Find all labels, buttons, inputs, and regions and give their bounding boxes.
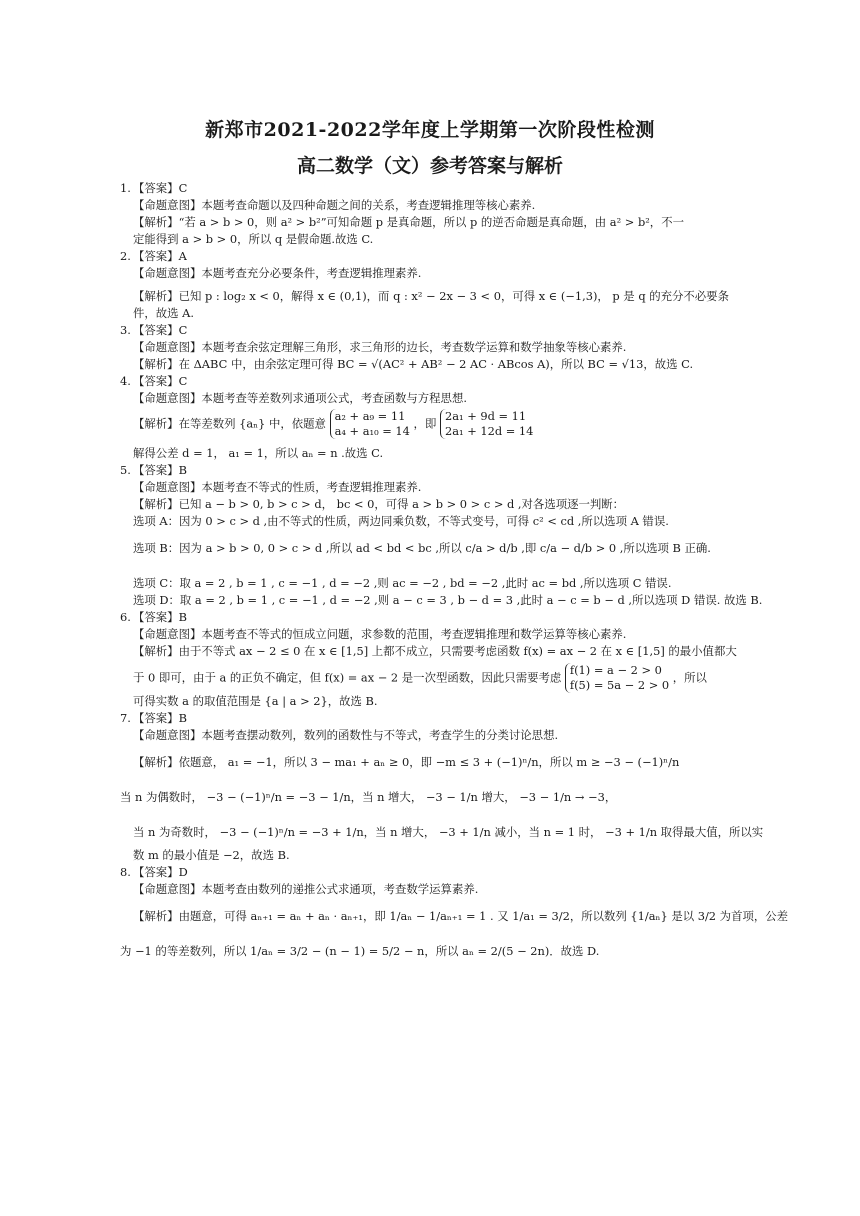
analysis-line: 选项 C：取 a = 2 , b = 1 , c = −1 , d = −2 ,则 ac = −2 , bd = −2 ,此时 ac = bd ,所以选项 C 错误. xyxy=(133,576,672,590)
analysis-line: 【解析】由题意，可得 aₙ₊₁ = aₙ + aₙ · aₙ₊₁，即 1/aₙ − 1/aₙ₊₁ = 1 . 又 1/a₁ = 3/2，所以数列 {1/aₙ} 是以 3/2 为首项，公差 xyxy=(133,909,789,923)
question-7 xyxy=(120,710,764,864)
analysis-prefix: 【解析】在等差数列 {aₙ} 中，依题意 xyxy=(133,416,326,431)
analysis-line: 定能得到 a > b > 0，所以 q 是假命题.故选 C. xyxy=(133,232,374,246)
answer-line: 【答案】B xyxy=(133,610,187,624)
intent-line: 【命题意图】本题考查等差数列求通项公式，考查函数与方程思想. xyxy=(133,391,467,405)
answers-body xyxy=(120,180,789,960)
analysis-system-line xyxy=(120,409,760,439)
analysis-line: 【解析】已知 p : log₂ x < 0，解得 x ∈ (0,1)，而 q : x² − 2x − 3 < 0，可得 x ∈ (−1,3)， p 是 q 的充分不必要条 xyxy=(133,289,729,303)
equation-system xyxy=(440,409,533,439)
answer-line: 【答案】C xyxy=(133,323,188,337)
analysis-line: 件，故选 A. xyxy=(133,306,195,320)
answer-line: 【答案】B xyxy=(133,463,187,477)
equation: a₄ + a₁₀ = 14 xyxy=(334,424,410,438)
intent-line: 【命题意图】本题考查不等式的恒成立问题，求参数的范围，考查逻辑推理和数学运算等核心素养. xyxy=(133,627,627,641)
analysis-line: 【解析】已知 a − b > 0, b > c > d， bc < 0，可得 a > b > 0 > c > d ,对各选项逐一判断： xyxy=(133,497,625,511)
analysis-line: 【解析】“若 a > b > 0，则 a² > b²”可知命题 p 是真命题，所以 p 的逆否命题是真命题，由 a² > b²，不一 xyxy=(133,215,684,229)
document-subtitle: 高二数学（文）参考答案与解析 xyxy=(296,155,563,177)
analysis-line: 选项 A：因为 0 > c > d ,由不等式的性质，两边同乘负数，不等式变号，可得 c² < cd ,所以选项 A 错误. xyxy=(133,514,669,528)
analysis-line: 数 m 的最小值是 −2，故选 B. xyxy=(133,848,290,862)
analysis-line: 【解析】依题意， a₁ = −1，所以 3 − ma₁ + aₙ ≥ 0，即 −m ≤ 3 + (−1)ⁿ/n，所以 m ≥ −3 − (−1)ⁿ/n xyxy=(133,755,680,769)
intent-line: 【命题意图】本题考查摆动数列，数列的函数性与不等式，考查学生的分类讨论思想. xyxy=(133,728,559,742)
intent-line: 【命题意图】本题考查充分必要条件，考查逻辑推理素养. xyxy=(133,266,422,280)
question-number: 6. xyxy=(120,610,131,624)
analysis-line: 选项 B：因为 a > b > 0, 0 > c > d ,所以 ad < bd < bc ,所以 c/a > d/b ,即 c/a − d/b > 0 ,所以选项 B 正确. xyxy=(133,541,711,555)
answer-line: 【答案】C xyxy=(133,181,188,195)
analysis-line: 当 n 为奇数时， −3 − (−1)ⁿ/n = −3 + 1/n，当 n 增大， −3 + 1/n 减小，当 n = 1 时， −3 + 1/n 取得最大值，所以实 xyxy=(133,825,764,839)
question-5 xyxy=(120,462,763,609)
question-6 xyxy=(120,609,760,710)
equation: 2a₁ + 12d = 14 xyxy=(444,424,534,438)
question-2 xyxy=(120,248,760,322)
answer-line: 【答案】C xyxy=(133,374,188,388)
answer-line: 【答案】A xyxy=(133,249,187,263)
question-number: 7. xyxy=(120,711,131,725)
question-number: 2. xyxy=(120,249,131,263)
question-number: 1. xyxy=(120,181,131,195)
question-3 xyxy=(120,322,760,373)
equation: f(5) = 5a − 2 > 0 xyxy=(569,678,670,692)
analysis-line: 可得实数 a 的取值范围是 {a | a > 2}，故选 B. xyxy=(133,694,378,708)
intent-line: 【命题意图】本题考查余弦定理解三角形，求三角形的边长，考查数学运算和数学抽象等核心素养. xyxy=(133,340,627,354)
equation-system xyxy=(330,409,410,439)
question-number: 3. xyxy=(120,323,131,337)
analysis-system-line xyxy=(120,663,760,693)
equation: a₂ + a₉ = 11 xyxy=(334,409,406,423)
analysis-text: 于 0 即可，由于 a 的正负不确定，但 f(x) = ax − 2 是一次型函数，因此只需要考虑 xyxy=(133,670,562,685)
question-8 xyxy=(120,864,789,960)
question-number: 8. xyxy=(120,865,131,879)
intent-line: 【命题意图】本题考查不等式的性质，考查逻辑推理素养. xyxy=(133,480,422,494)
analysis-line: 当 n 为偶数时， −3 − (−1)ⁿ/n = −3 − 1/n，当 n 增大， −3 − 1/n 增大， −3 − 1/n → −3， xyxy=(120,790,617,804)
intent-line: 【命题意图】本题考查命题以及四种命题之间的关系，考查逻辑推理等核心素养. xyxy=(133,198,536,212)
analysis-line: 为 −1 的等差数列，所以 1/aₙ = 3/2 − (n − 1) = 5/2 − n，所以 aₙ = 2/(5 − 2n)．故选 D. xyxy=(120,944,600,958)
intent-line: 【命题意图】本题考查由数列的递推公式求通项，考查数学运算素养. xyxy=(133,882,479,896)
question-number: 5. xyxy=(120,463,131,477)
equation: f(1) = a − 2 > 0 xyxy=(569,663,662,677)
question-4 xyxy=(120,373,760,462)
equation: 2a₁ + 9d = 11 xyxy=(444,409,527,423)
answer-line: 【答案】D xyxy=(133,865,188,879)
analysis-line: 解得公差 d = 1， a₁ = 1，所以 aₙ = n .故选 C. xyxy=(133,446,384,460)
analysis-line: 【解析】在 ΔABC 中，由余弦定理可得 BC = √(AC² + AB² − 2 AC · ABcos A)，所以 BC = √13，故选 C. xyxy=(133,357,694,371)
analysis-line: 【解析】由于不等式 ax − 2 ≤ 0 在 x ∈ [1,5] 上都不成立，只需要考虑函数 f(x) = ax − 2 在 x ∈ [1,5] 的最小值都大 xyxy=(133,644,737,658)
document-title: 新郑市2021-2022学年度上学期第一次阶段性检测 xyxy=(205,119,655,141)
analysis-line: 选项 D：取 a = 2 , b = 1 , c = −1 , d = −2 ,则 a − c = 3 , b − d = 3 ,此时 a − c = b − d ,所以选项 D 错误. 故选 B. xyxy=(133,593,763,607)
answer-line: 【答案】B xyxy=(133,711,187,725)
equation-system xyxy=(565,663,669,693)
analysis-text: ，所以 xyxy=(672,670,707,685)
question-number: 4. xyxy=(120,374,131,388)
analysis-mid: ，即 xyxy=(413,416,437,431)
question-1 xyxy=(120,180,760,248)
